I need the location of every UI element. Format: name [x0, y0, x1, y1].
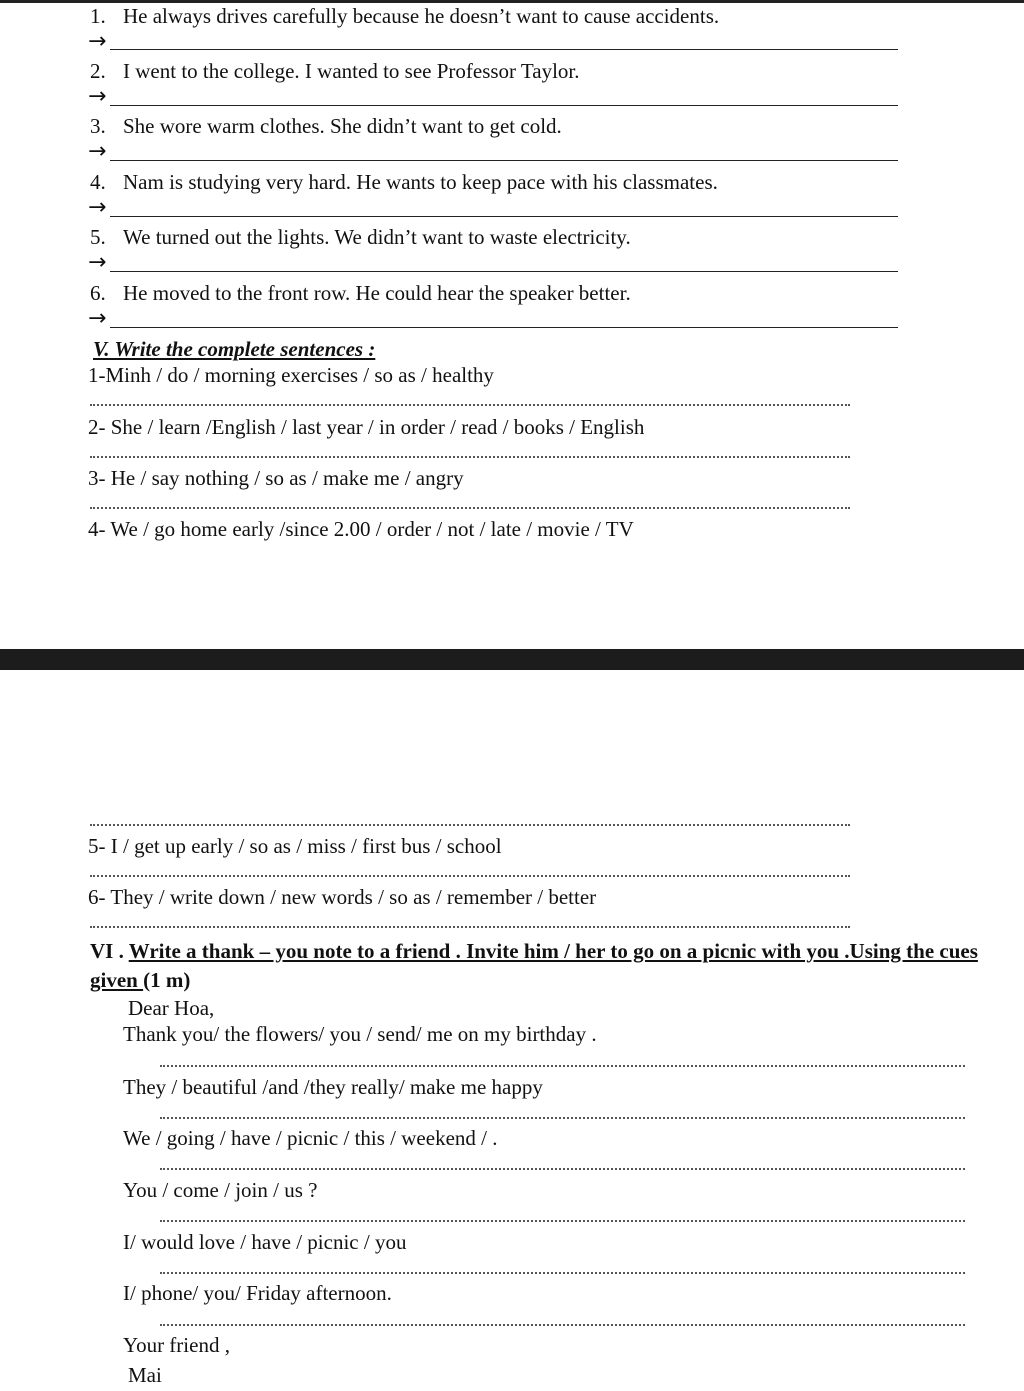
dotted-answer-line[interactable] — [160, 1065, 965, 1067]
exercise-sentence: He always drives carefully because he doesn’t want to cause accidents. — [123, 4, 720, 28]
item-number: 1. — [90, 4, 106, 28]
arrow-icon: → — [88, 250, 107, 275]
section-6-number: VI . — [90, 939, 129, 963]
answer-line[interactable] — [110, 49, 898, 50]
letter-greeting: Dear Hoa, — [128, 996, 215, 1020]
letter-cue: We / going / have / picnic / this / weekend / . — [123, 1126, 498, 1150]
answer-line[interactable] — [110, 271, 898, 272]
exercise-sentence: He moved to the front row. He could hear the speaker better. — [123, 281, 631, 305]
letter-cue: Thank you/ the flowers/ you / send/ me on my birthday . — [123, 1022, 597, 1046]
section-6-heading — [90, 937, 1000, 995]
dotted-answer-line[interactable] — [90, 404, 850, 406]
arrow-icon: → — [88, 306, 107, 331]
dotted-answer-line[interactable] — [90, 875, 850, 877]
item-number: 6. — [90, 281, 106, 305]
dotted-answer-line[interactable] — [90, 926, 850, 928]
dotted-answer-line[interactable] — [90, 824, 850, 826]
cue-sentence: 1-Minh / do / morning exercises / so as / healthy — [88, 363, 494, 387]
cue-sentence: 5- I / get up early / so as / miss / first bus / school — [88, 834, 502, 858]
cue-sentence: 2- She / learn /English / last year / in order / read / books / English — [88, 415, 645, 439]
dotted-answer-line[interactable] — [160, 1324, 965, 1326]
dotted-answer-line[interactable] — [90, 507, 850, 509]
dotted-answer-line[interactable] — [160, 1220, 965, 1222]
item-number: 5. — [90, 225, 106, 249]
answer-line[interactable] — [110, 327, 898, 328]
arrow-icon: → — [88, 29, 107, 54]
exercise-sentence: Nam is studying very hard. He wants to keep pace with his classmates. — [123, 170, 718, 194]
page-break-bar — [0, 649, 1024, 670]
letter-cue: I/ phone/ you/ Friday afternoon. — [123, 1281, 392, 1305]
dotted-answer-line[interactable] — [160, 1117, 965, 1119]
letter-cue: They / beautiful /and /they really/ make me happy — [123, 1075, 543, 1099]
section-6-instruction: Write a thank – you note to a friend . Invite him / her to go on a picnic with you .Using the cues given — [90, 939, 978, 992]
answer-line[interactable] — [110, 160, 898, 161]
letter-cue: You / come / join / us ? — [123, 1178, 318, 1202]
cue-sentence: 4- We / go home early /since 2.00 / order / not / late / movie / TV — [88, 517, 634, 541]
dotted-answer-line[interactable] — [160, 1168, 965, 1170]
arrow-icon: → — [88, 84, 107, 109]
item-number: 4. — [90, 170, 106, 194]
page-top-edge — [0, 0, 1024, 3]
answer-line[interactable] — [110, 216, 898, 217]
dotted-answer-line[interactable] — [90, 456, 850, 458]
item-number: 3. — [90, 114, 106, 138]
exercise-sentence: I went to the college. I wanted to see Professor Taylor. — [123, 59, 580, 83]
section-6-marks: (1 m) — [143, 968, 191, 992]
exercise-sentence: We turned out the lights. We didn’t want to waste electricity. — [123, 225, 631, 249]
cue-sentence: 6- They / write down / new words / so as / remember / better — [88, 885, 597, 909]
arrow-icon: → — [88, 195, 107, 220]
arrow-icon: → — [88, 139, 107, 164]
cue-sentence: 3- He / say nothing / so as / make me / angry — [88, 466, 464, 490]
item-number: 2. — [90, 59, 106, 83]
exercise-sentence: She wore warm clothes. She didn’t want to get cold. — [123, 114, 562, 138]
letter-cue: I/ would love / have / picnic / you — [123, 1230, 407, 1254]
dotted-answer-line[interactable] — [160, 1272, 965, 1274]
letter-closing: Your friend , — [123, 1333, 230, 1357]
letter-signature: Mai — [128, 1363, 162, 1387]
section-5-heading: V. Write the complete sentences : — [93, 337, 376, 361]
answer-line[interactable] — [110, 105, 898, 106]
